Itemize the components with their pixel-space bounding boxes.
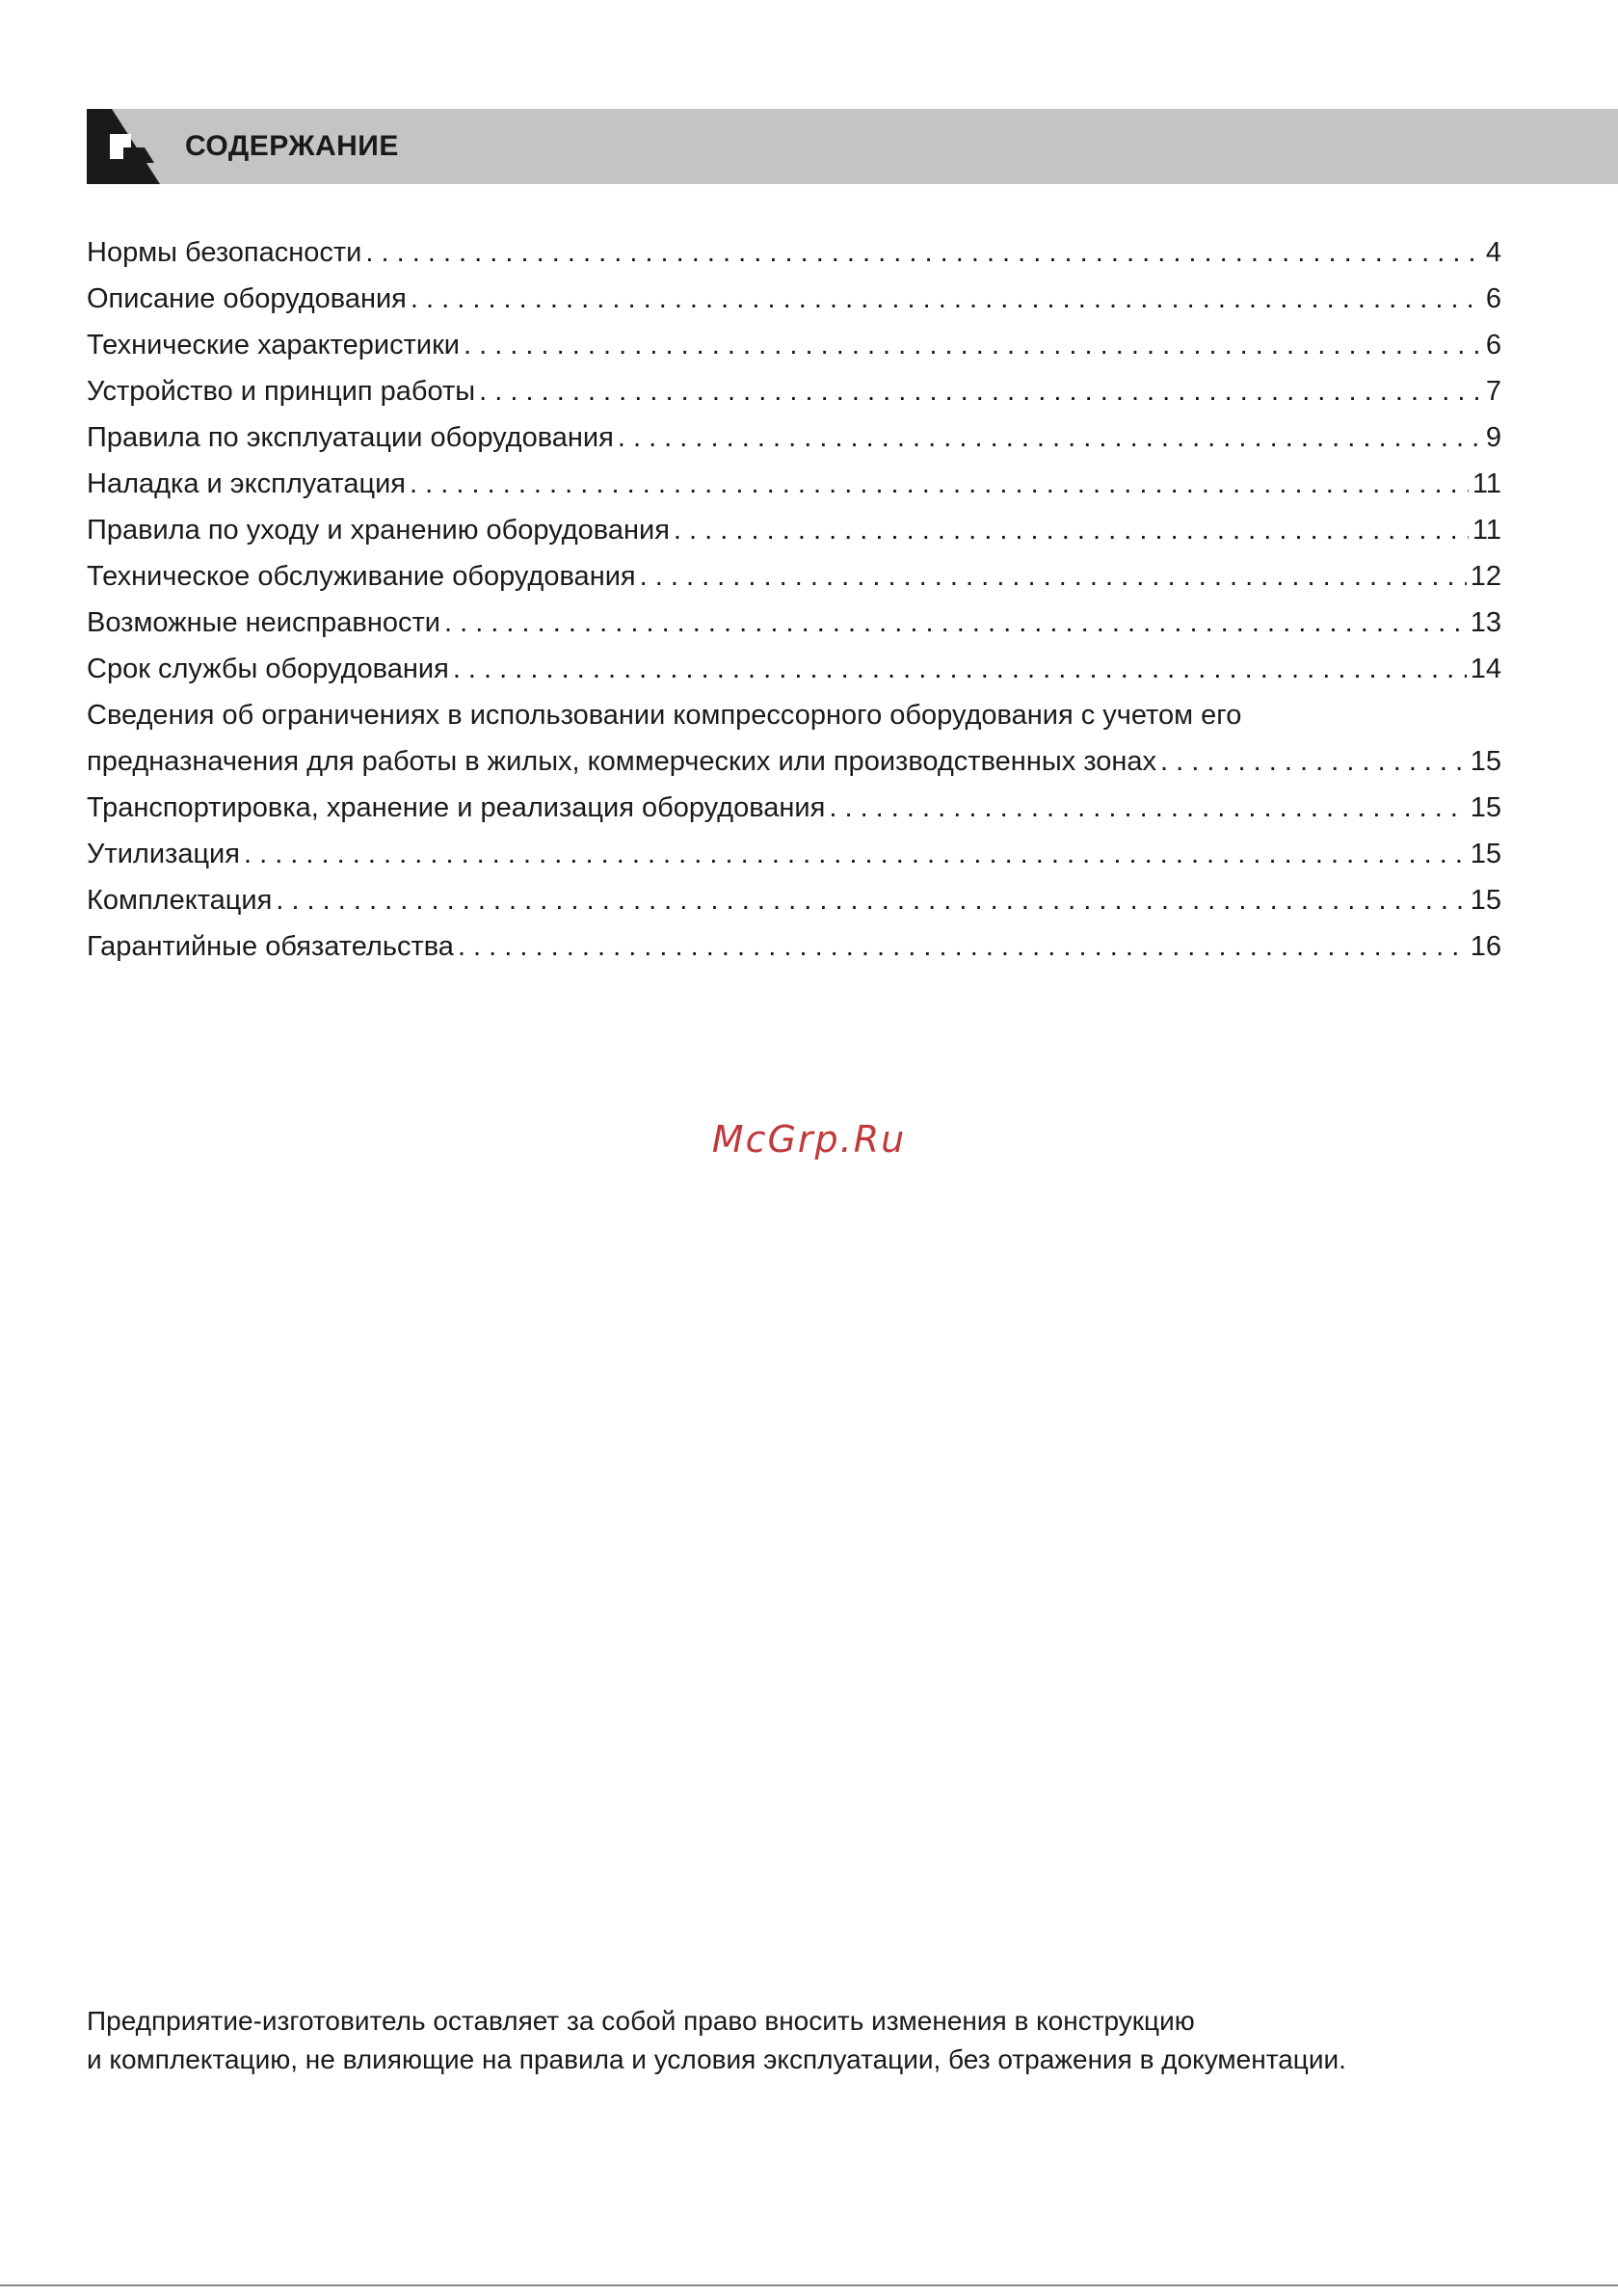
toc-item-page: 15 [1470, 839, 1501, 869]
toc-item[interactable] [87, 229, 1501, 276]
toc-leader-dots [479, 368, 1482, 414]
corner-mark-icon [87, 109, 164, 184]
toc-item-page: 6 [1485, 330, 1501, 360]
toc-item-title: Правила по уходу и хранению оборудования [87, 515, 670, 546]
footnote-line: и комплектацию, не влияющие на правила и условия эксплуатации, без отражения в документации. [87, 2044, 1346, 2074]
toc-item[interactable] [87, 322, 1501, 368]
toc-item-page: 16 [1470, 931, 1501, 962]
toc-item[interactable] [87, 923, 1501, 970]
toc-item-title: Утилизация [87, 839, 240, 869]
toc-leader-dots [674, 507, 1469, 553]
toc-item[interactable] [87, 600, 1501, 646]
toc-item-title: Гарантийные обязательства [87, 931, 454, 962]
toc-item-page: 7 [1485, 376, 1501, 407]
toc-item-page: 15 [1470, 885, 1501, 916]
toc-item-title-line1[interactable]: Сведения об ограничениях в использовании компрессорного оборудования с учетом его [87, 700, 1242, 731]
toc-leader-dots [411, 276, 1482, 322]
toc-item-title: Описание оборудования [87, 283, 407, 314]
watermark-link[interactable]: McGrp.Ru [711, 1118, 907, 1161]
toc-leader-dots [453, 646, 1467, 692]
toc-item[interactable] [87, 785, 1501, 831]
toc-leader-dots [365, 229, 1481, 276]
toc-item[interactable] [87, 738, 1501, 785]
toc-item-title: Устройство и принцип работы [87, 376, 476, 407]
toc-item-page: 15 [1470, 746, 1501, 777]
toc-leader-dots [444, 600, 1467, 646]
footnote-line: Предприятие-изготовитель оставляет за собой право вносить изменения в конструкцию [87, 2006, 1195, 2036]
toc-item-title: Срок службы оборудования [87, 654, 449, 684]
toc-leader-dots [244, 831, 1467, 877]
page-title: СОДЕРЖАНИЕ [185, 130, 399, 162]
toc-item-page: 13 [1470, 607, 1501, 638]
toc-item-title: Технические характеристики [87, 330, 460, 360]
toc-item[interactable] [87, 877, 1501, 923]
table-of-contents [87, 229, 1501, 970]
toc-item-page: 11 [1472, 468, 1501, 499]
toc-item-page: 15 [1470, 792, 1501, 823]
toc-item-page: 6 [1485, 283, 1501, 314]
toc-item-title: Правила по эксплуатации оборудования [87, 422, 614, 453]
toc-item-title: Наладка и эксплуатация [87, 468, 407, 499]
toc-leader-dots [410, 461, 1469, 507]
toc-item[interactable] [87, 368, 1501, 414]
toc-leader-dots [458, 923, 1467, 970]
toc-item-page: 12 [1470, 561, 1501, 592]
toc-item[interactable] [87, 646, 1501, 692]
footnote [87, 2002, 1532, 2079]
toc-leader-dots [829, 785, 1466, 831]
toc-item[interactable] [87, 414, 1501, 461]
toc-item[interactable] [87, 553, 1501, 600]
bottom-divider [0, 2284, 1618, 2286]
toc-item-page: 9 [1485, 422, 1501, 453]
toc-item-page: 11 [1472, 515, 1501, 546]
toc-item-title-line2: предназначения для работы в жилых, коммерческих или производственных зонах [87, 746, 1156, 777]
toc-item-page: 14 [1470, 654, 1501, 684]
toc-item-page: 4 [1485, 237, 1501, 268]
toc-item-title: Возможные неисправности [87, 607, 440, 638]
toc-item[interactable] [87, 276, 1501, 322]
toc-item-title: Комплектация [87, 885, 273, 916]
toc-item-title: Техническое обслуживание оборудования [87, 561, 636, 592]
toc-leader-dots [276, 877, 1466, 923]
toc-leader-dots [640, 553, 1467, 600]
toc-item-title: Нормы безопасности [87, 237, 362, 268]
toc-item-title: Транспортировка, хранение и реализация оборудования [87, 792, 826, 823]
toc-leader-dots [464, 322, 1482, 368]
toc-item[interactable] [87, 507, 1501, 553]
toc-item[interactable] [87, 831, 1501, 877]
toc-leader-dots [1160, 738, 1467, 785]
toc-item[interactable] [87, 461, 1501, 507]
toc-leader-dots [618, 414, 1482, 461]
